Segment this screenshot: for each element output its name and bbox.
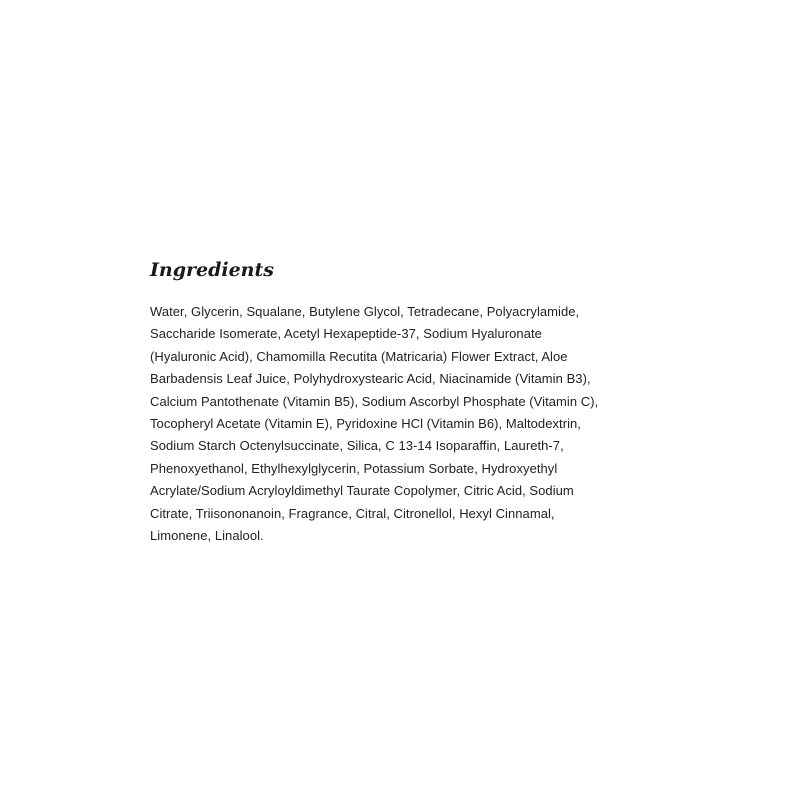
ingredients-line: Acrylate/Sodium Acryloyldimethyl Taurate Copolymer, Citric Acid, Sodium	[150, 483, 574, 499]
ingredients-line: Water, Glycerin, Squalane, Butylene Glycol, Tetradecane, Polyacrylamide,	[150, 304, 580, 319]
ingredients-line: Phenoxyethanol, Ethylhexylglycerin, Potassium Sorbate, Hydroxyethyl	[150, 460, 558, 476]
ingredients-line: Calcium Pantothenate (Vitamin B5), Sodium Ascorbyl Phosphate (Vitamin C),	[150, 393, 599, 409]
ingredients-line: Limonene, Linalool.	[150, 528, 264, 544]
ingredients-line: (Hyaluronic Acid), Chamomilla Recutita (Matricaria) Flower Extract, Aloe	[150, 348, 568, 364]
ingredients-line: Saccharide Isomerate, Acetyl Hexapeptide-37, Sodium Hyaluronate	[150, 326, 542, 342]
ingredients-panel	[150, 256, 660, 547]
ingredients-line: Tocopheryl Acetate (Vitamin E), Pyridoxine HCl (Vitamin B6), Maltodextrin,	[150, 416, 581, 432]
ingredients-line: Barbadensis Leaf Juice, Polyhydroxystearic Acid, Niacinamide (Vitamin B3),	[150, 371, 591, 387]
ingredients-line: Sodium Starch Octenylsuccinate, Silica, C 13-14 Isoparaffin, Laureth-7,	[150, 438, 564, 454]
ingredients-list	[150, 301, 660, 547]
ingredients-line: Citrate, Triisononanoin, Fragrance, Citral, Citronellol, Hexyl Cinnamal,	[150, 505, 555, 521]
ingredients-heading: Ingredients	[150, 259, 274, 281]
